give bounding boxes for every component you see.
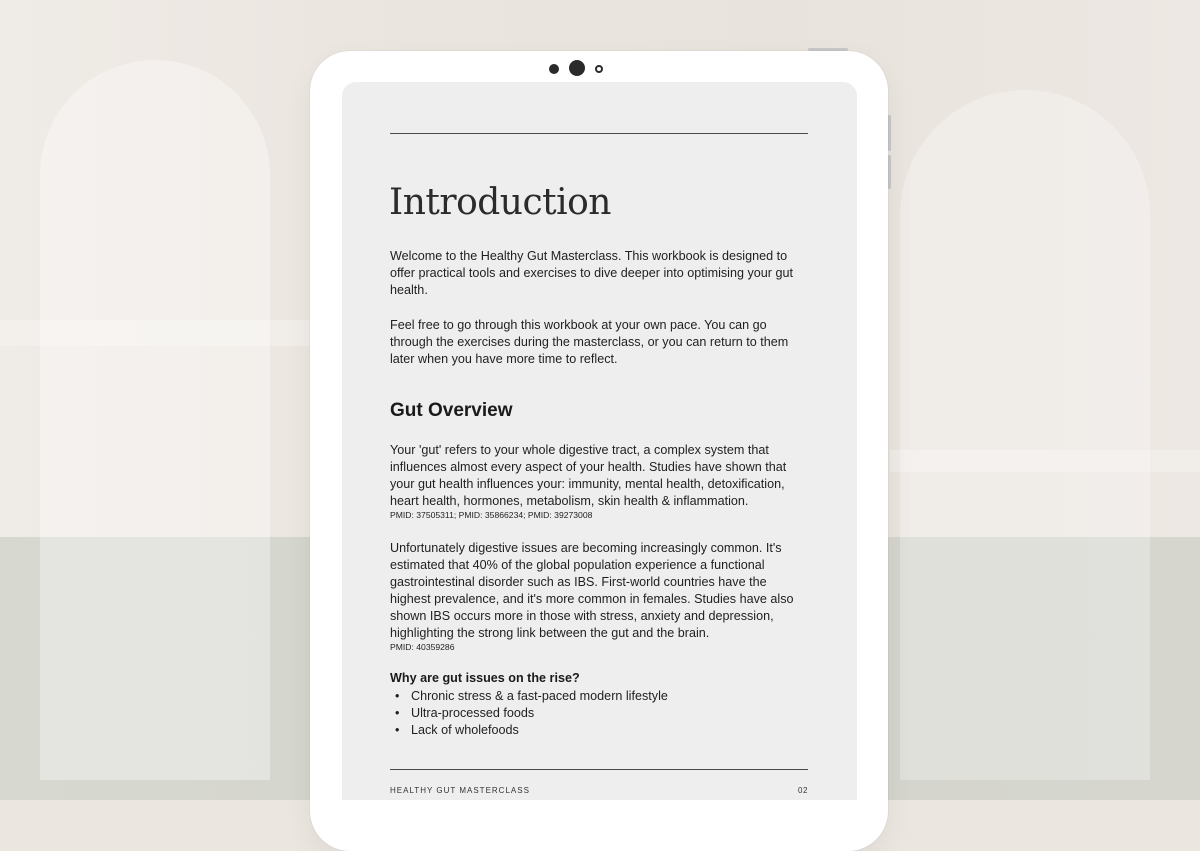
page-title: Introduction [389,182,611,223]
shadow-band-left [0,320,320,346]
tablet-screen[interactable] [342,82,857,800]
intro-paragraph-1: Welcome to the Healthy Gut Masterclass. This workbook is designed to offer practical tools and exercises to dive deeper into optimising your gut health. [390,249,793,297]
section-heading: Gut Overview [390,400,513,421]
bottom-divider [390,769,808,770]
camera-flash-icon [595,65,603,73]
tablet-volume-up-button [888,115,891,151]
tablet-volume-down-button [888,155,891,189]
citation-1: PMID: 37505311; PMID: 35866234; PMID: 39273008 [390,510,593,520]
footer-title: HEALTHY GUT MASTERCLASS [390,786,530,795]
camera-lens-icon [569,60,585,76]
citation-2: PMID: 40359286 [390,642,455,652]
reasons-list [390,688,668,739]
window-shadow-right [900,90,1150,780]
overview-paragraph-2: Unfortunately digestive issues are becoming increasingly common. It's estimated that 40% of the global population experience a functional gastrointestinal disorder such as IBS. First-world countries have the highest prevalence, and it's more common in females. Studies have also shown IBS occurs more in those with stress, anxiety and depression, highlighting the strong link between the gut and the brain. [390,541,794,640]
shadow-band-right [890,450,1200,472]
window-shadow-left [40,60,270,780]
camera-sensor-icon [549,64,559,74]
page-number: 02 [798,786,808,795]
intro-paragraph-2: Feel free to go through this workbook at your own pace. You can go through the exercises during the masterclass, or you can return to them later when you have more time to reflect. [390,318,789,366]
list-item: • Ultra-processed foods [390,705,668,722]
overview-paragraph-1: Your 'gut' refers to your whole digestive tract, a complex system that influences almost every aspect of your health. Studies have shown that your gut health influences your: immunity, mental health, detoxification, heart health, hormones, metabolism, skin health & inflammation. [390,443,787,508]
list-item: • Lack of wholefoods [390,722,668,739]
list-item: • Chronic stress & a fast-paced modern lifestyle [390,688,668,705]
top-divider [390,133,808,134]
question-heading: Why are gut issues on the rise? [390,671,580,685]
